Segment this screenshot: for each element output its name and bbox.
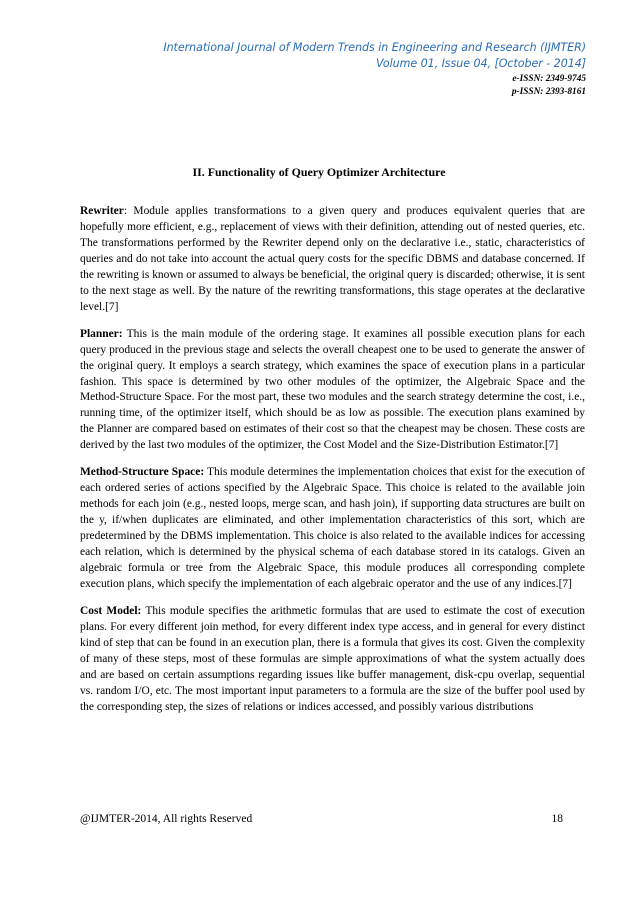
issn-block xyxy=(286,73,586,99)
page-number: 18 xyxy=(551,813,563,825)
footer-copyright: @IJMTER-2014, All rights Reserved xyxy=(80,813,253,825)
term-label: Rewriter xyxy=(80,205,124,217)
term-label: Cost Model: xyxy=(80,604,142,617)
term-label: Method-Structure Space: xyxy=(80,466,205,479)
journal-issue: Volume 01, Issue 04, [October - 2014] xyxy=(375,57,586,70)
term-label: Planner: xyxy=(80,327,123,340)
paragraph-text: This is the main module of the ordering stage. It examines all possible execution plans for each query produced in the previous stage and selects the overall cheapest one to be used to generate the answer of the original query. It employs a search strategy, which examines the space of execution plans in a particular fashion. This space is determined by two other modules of the optimizer, the Algebraic Space and the Method-Structure Space. For the most part, these two modules and the search strategy determine the cost, i.e., running time, of the optimizer itself, which should be as low as possible. The execution plans examined by the Planner are compared based on estimates of their cost so that the cheapest may be chosen. These costs are derived by the last two modules of the optimizer, the Cost Model and the Size-Distribution Estimator.[7] xyxy=(80,327,585,452)
paragraph-text: This module determines the implementation choices that exist for the execution of each ordered series of actions specified by the Algebraic Space. This choice is related to the available join methods for each join (e.g., nested loops, merge scan, and hash join), if supporting data structures are built on the y, if/when duplicates are eliminated, and other implementation characteristics of this sort, which are predetermined by the DBMS implementation. This choice is also related to the available indices for accessing each relation, which is determined by the physical schema of each database stored in its catalogs. Given an algebraic formula or tree from the Algebraic Space, this module produces all corresponding complete execution plans, which specify the implementation of each algebraic operator and the use of any indices.[7] xyxy=(80,466,585,590)
journal-title: International Journal of Modern Trends in Engineering and Research (IJMTER) xyxy=(163,41,586,54)
pissn: p-ISSN: 2393-8161 xyxy=(511,87,586,97)
paragraph-text: This module specifies the arithmetic formulas that are used to estimate the cost of execution plans. For every different join method, for every different index type access, and in general for every distinct kind of step that can be found in an execution plan, there is a formula that gives its cost. Given the complexity of many of these steps, most of these formulas are simple approximations of what the system actually does and are based on certain assumptions regarding issues like buffer management, disk-cpu overlap, sequential vs. random I/O, etc. The most important input parameters to a formula are the size of the buffer pool used by the corresponding step, the sizes of relations or indices accessed, and possibly various distributions xyxy=(80,604,585,713)
paragraph-rewriter xyxy=(80,204,585,316)
body-text xyxy=(80,204,585,727)
term-separator: : xyxy=(123,205,134,217)
eissn: e-ISSN: 2349-9745 xyxy=(512,74,586,84)
paragraph-planner xyxy=(80,327,585,455)
paragraph-method-structure-space xyxy=(80,465,585,593)
paragraph-cost-model xyxy=(80,604,585,716)
page-footer xyxy=(80,813,585,825)
journal-header xyxy=(66,40,586,72)
section-title: II. Functionality of Query Optimizer Architecture xyxy=(192,165,446,179)
paragraph-text: Module applies transformations to a given query and produces equivalent queries that are hopefully more efficient, e.g., replacement of views with their definition, attending out of nested queries, etc. The transformations performed by the Rewriter depend only on the declarative i.e., static, characteristics of queries and do not take into account the actual query costs for the specific DBMS and database concerned. If the rewriting is known or assumed to always be beneficial, the original query is discarded; otherwise, it is sent to the next stage as well. By the nature of the rewriting transformations, this stage operates at the declarative level.[7] xyxy=(80,205,585,313)
